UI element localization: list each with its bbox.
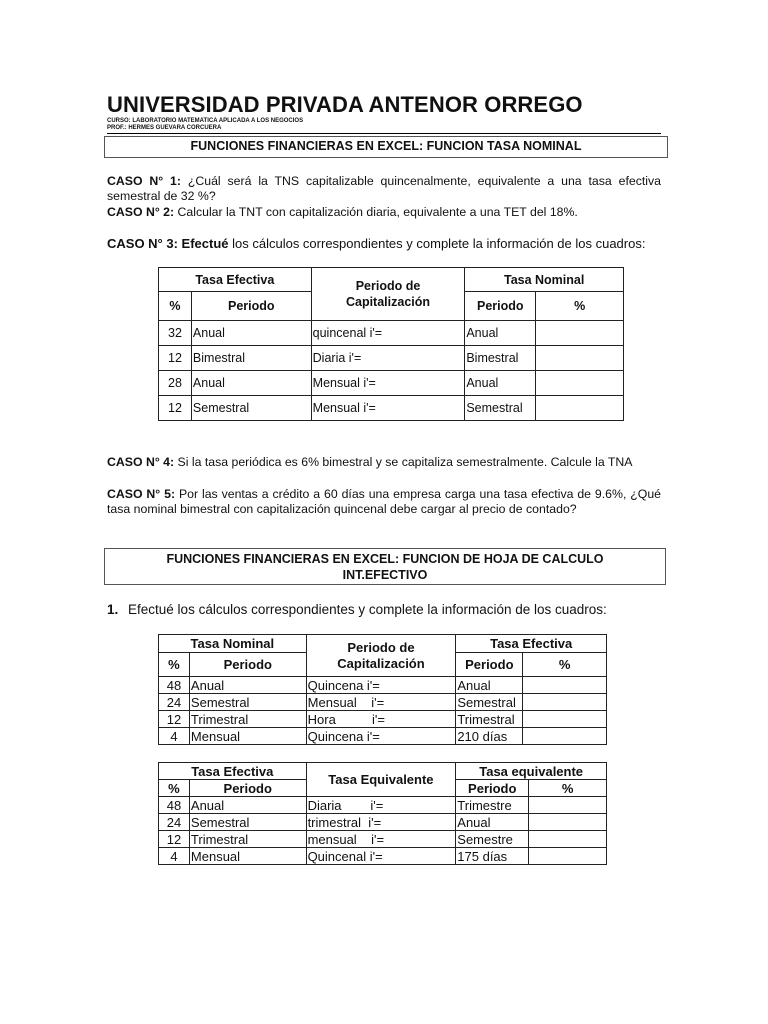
cell-pct-nominal[interactable] [536, 371, 624, 396]
item1-text: Efectué los cálculos correspondientes y complete la información de los cuadros: [128, 602, 607, 617]
cell-pct-equivalente[interactable] [529, 831, 607, 848]
cell-periodo: Anual [189, 797, 306, 814]
cell-capitalizacion: Quincena i'= [306, 677, 456, 694]
cell-pct-nominal[interactable] [536, 321, 624, 346]
header-tasa-equivalente: Tasa Equivalente [306, 763, 456, 797]
cell-capitalizacion: Hora i'= [306, 711, 456, 728]
cell-pct-equivalente[interactable] [529, 814, 607, 831]
header-tasa-efectiva: Tasa Efectiva [159, 763, 307, 780]
cell-capitalizacion: Diaria i'= [311, 346, 465, 371]
cell-periodo: Trimestral [189, 711, 306, 728]
cell-capitalizacion: Mensual i'= [311, 371, 465, 396]
cell-pct-efectiva[interactable] [523, 728, 607, 745]
header-periodo: Periodo [189, 780, 306, 797]
cell-pct: 48 [159, 677, 190, 694]
caso4-text: Si la tasa periódica es 6% bimestral y se capitaliza semestralmente. Calcule la TNA [174, 455, 633, 469]
cell-periodo-efectiva: Trimestral [456, 711, 523, 728]
table-row [159, 677, 607, 694]
caso3-paragraph [107, 236, 661, 252]
cell-tasa-equivalente: Diaria i'= [306, 797, 456, 814]
caso1-text: ¿Cuál será la TNS capitalizable quincenalmente, equivalente a una tasa efectiva semestral de 32 %? [107, 174, 661, 203]
header-pct: % [159, 292, 192, 321]
cell-pct: 12 [159, 711, 190, 728]
cell-pct-efectiva[interactable] [523, 677, 607, 694]
cell-pct: 4 [159, 848, 190, 865]
table-row [159, 346, 624, 371]
cell-pct-efectiva[interactable] [523, 711, 607, 728]
table-row [159, 848, 607, 865]
section2-heading-line1: FUNCIONES FINANCIERAS EN EXCEL: FUNCION DE HOJA DE CALCULO [166, 552, 604, 566]
cell-pct-nominal[interactable] [536, 346, 624, 371]
cell-tasa-equivalente: trimestral i'= [306, 814, 456, 831]
header-periodo-2: Periodo [456, 653, 523, 677]
section2-heading [104, 548, 666, 585]
cell-periodo: Trimestral [189, 831, 306, 848]
cell-periodo: Mensual [189, 728, 306, 745]
cell-pct: 28 [159, 371, 192, 396]
header-periodo: Periodo [191, 292, 311, 321]
table-row [159, 831, 607, 848]
cell-pct-efectiva[interactable] [523, 694, 607, 711]
section2-heading-line2: INT.EFECTIVO [342, 568, 428, 582]
cell-periodo-nominal: Semestral [465, 396, 536, 421]
table-row [159, 814, 607, 831]
caso2-text: Calcular la TNT con capitalización diaria, equivalente a una TET del 18%. [174, 205, 578, 219]
caso1-label: CASO N° 1: [107, 174, 181, 188]
item1-number: 1. [107, 602, 119, 617]
cell-periodo: Anual [191, 321, 311, 346]
header-tasa-nominal: Tasa Nominal [465, 268, 624, 292]
cell-pct-equivalente[interactable] [529, 848, 607, 865]
cell-periodo-efectiva: Anual [456, 677, 523, 694]
caso2-label: CASO N° 2: [107, 205, 175, 219]
cell-periodo-equivalente: Anual [456, 814, 529, 831]
header-pct-2: % [529, 780, 607, 797]
header-pct-2: % [536, 292, 624, 321]
header-tasa-efectiva: Tasa Efectiva [456, 635, 607, 653]
cell-tasa-equivalente: Quincenal i'= [306, 848, 456, 865]
cell-tasa-equivalente: mensual i'= [306, 831, 456, 848]
caso4-paragraph [107, 455, 661, 470]
cell-pct-nominal[interactable] [536, 396, 624, 421]
cell-pct: 24 [159, 814, 190, 831]
cell-pct: 48 [159, 797, 190, 814]
professor-line: PROF.: HERMES GUEVARA CORCUERA [107, 125, 222, 131]
table-row [159, 371, 624, 396]
header-tasa-nominal: Tasa Nominal [159, 635, 307, 653]
table-row [159, 711, 607, 728]
header-periodo-capitalizacion: Periodo de Capitalización [311, 268, 465, 321]
header-tasa-equivalente-2: Tasa equivalente [456, 763, 607, 780]
cell-periodo-nominal: Anual [465, 321, 536, 346]
cell-pct: 32 [159, 321, 192, 346]
caso5-text: Por las ventas a crédito a 60 días una empresa carga una tasa efectiva de 9.6%, ¿Qué tasa nominal bimestral con capitalización quincenal debe cargar al precio de contado? [107, 487, 662, 516]
cell-periodo: Semestral [191, 396, 311, 421]
cell-pct: 24 [159, 694, 190, 711]
cell-periodo: Semestral [189, 694, 306, 711]
cell-capitalizacion: Mensual i'= [311, 396, 465, 421]
tasa-nominal-table [158, 267, 624, 421]
table-row [159, 728, 607, 745]
page-title: UNIVERSIDAD PRIVADA ANTENOR ORREGO [107, 92, 583, 117]
caso1-paragraph [107, 174, 661, 204]
cell-periodo: Anual [189, 677, 306, 694]
cell-pct: 12 [159, 831, 190, 848]
course-line: CURSO: LABORATORIO MATEMATICA APLICADA A LOS NEGOCIOS [107, 118, 304, 124]
cell-capitalizacion: Mensual i'= [306, 694, 456, 711]
header-pct: % [159, 653, 190, 677]
caso3-label: CASO N° 3: Efectué [107, 236, 229, 251]
caso2-paragraph [107, 205, 661, 220]
cell-pct: 12 [159, 346, 192, 371]
cell-periodo-equivalente: Semestre [456, 831, 529, 848]
cell-periodo: Semestral [189, 814, 306, 831]
cell-pct: 12 [159, 396, 192, 421]
cell-capitalizacion: quincenal i'= [311, 321, 465, 346]
item1-paragraph [107, 602, 607, 617]
table-row [159, 694, 607, 711]
cell-periodo-nominal: Bimestral [465, 346, 536, 371]
cell-periodo: Anual [191, 371, 311, 396]
cell-capitalizacion: Quincena i'= [306, 728, 456, 745]
tasa-equivalente-table [158, 762, 607, 865]
header-rule [107, 133, 661, 134]
caso5-paragraph [107, 487, 661, 517]
cell-periodo-efectiva: Semestral [456, 694, 523, 711]
cell-periodo-equivalente: 175 días [456, 848, 529, 865]
table-row [159, 797, 607, 814]
header-periodo-2: Periodo [456, 780, 529, 797]
header-pct-2: % [523, 653, 607, 677]
header-periodo-2: Periodo [465, 292, 536, 321]
cell-periodo: Mensual [189, 848, 306, 865]
cell-pct-equivalente[interactable] [529, 797, 607, 814]
cell-periodo-efectiva: 210 días [456, 728, 523, 745]
table-row [159, 396, 624, 421]
cell-pct: 4 [159, 728, 190, 745]
caso5-label: CASO N° 5: [107, 487, 176, 501]
caso3-text: los cálculos correspondientes y complete la información de los cuadros: [228, 236, 646, 251]
header-tasa-efectiva: Tasa Efectiva [159, 268, 312, 292]
tasa-efectiva-table [158, 634, 607, 745]
cell-periodo-equivalente: Trimestre [456, 797, 529, 814]
cell-periodo-nominal: Anual [465, 371, 536, 396]
header-periodo: Periodo [189, 653, 306, 677]
caso4-label: CASO N° 4: [107, 455, 175, 469]
cell-periodo: Bimestral [191, 346, 311, 371]
table-row [159, 321, 624, 346]
section1-heading: FUNCIONES FINANCIERAS EN EXCEL: FUNCION TASA NOMINAL [104, 136, 668, 158]
header-pct: % [159, 780, 190, 797]
header-periodo-capitalizacion: Periodo de Capitalización [306, 635, 456, 677]
